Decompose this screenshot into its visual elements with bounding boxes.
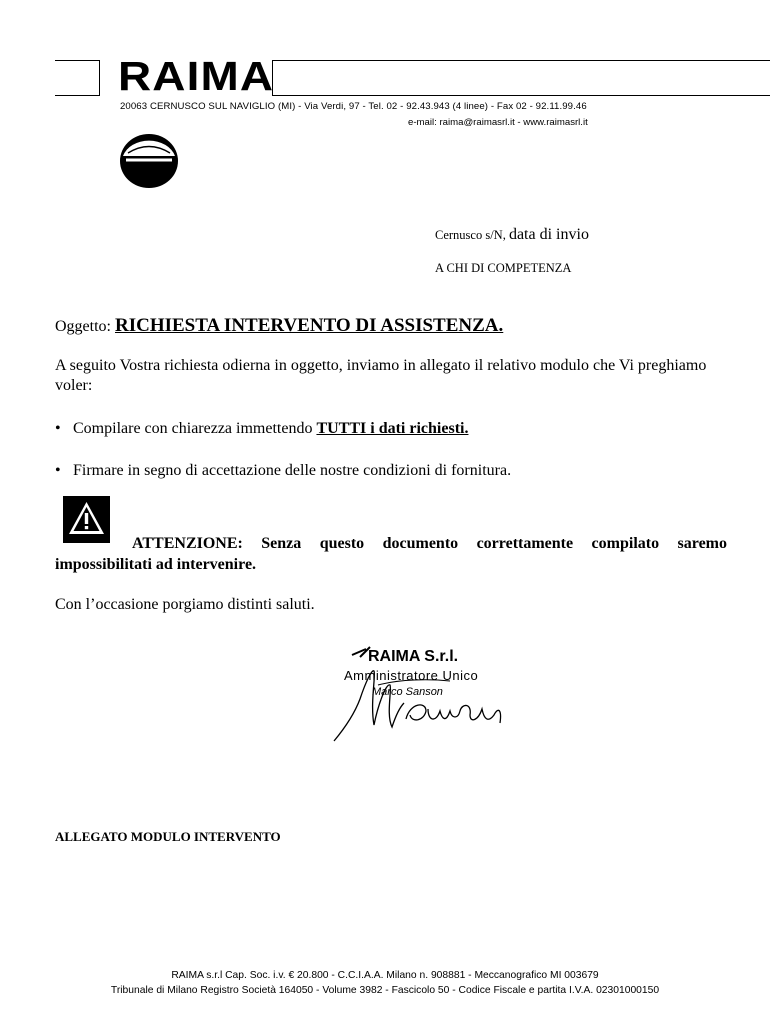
stamp-company: RAIMA S.r.l. — [368, 648, 459, 665]
bullet-emphasis: TUTTI i dati richiesti. — [316, 420, 469, 437]
attachment-label: ALLEGATO MODULO INTERVENTO — [55, 829, 281, 844]
warning-text — [55, 533, 727, 575]
send-date: data di invio — [508, 226, 589, 243]
warning-line-2: impossibilitati ad intervenire. — [55, 556, 257, 573]
company-address: 20063 CERNUSCO SUL NAVIGLIO (MI) - Via Verdi, 97 - Tel. 02 - 92.43.943 (4 linee) - Fax 02 - 92.11.99.46 — [120, 101, 587, 112]
company-email: e-mail: raima@raimasrl.it - www.raimasrl.it — [408, 117, 588, 128]
letterhead-left-rule — [55, 60, 100, 96]
footer-line-2: Tribunale di Milano Registro Società 164050 - Volume 3982 - Fascicolo 50 - Codice Fiscale e partita I.V.A. 02301000150 — [110, 985, 660, 996]
recipient: A CHI DI COMPETENZA — [435, 261, 572, 275]
closing-text: Con l’occasione porgiamo distinti saluti. — [55, 596, 315, 613]
bullet-text: Firmare in segno di accettazione delle nostre condizioni di fornitura. — [73, 462, 512, 479]
bullet-text: Compilare con chiarezza immettendo — [73, 420, 317, 437]
subject-value: RICHIESTA INTERVENTO DI ASSISTENZA. — [115, 315, 504, 336]
place-date — [435, 226, 589, 244]
footer-line-1: RAIMA s.r.l Cap. Soc. i.v. € 20.800 - C.C.I.A.A. Milano n. 908881 - Meccanografico MI 003679 — [171, 970, 599, 981]
place-city: Cernusco s/N, — [435, 228, 506, 242]
subject-label: Oggetto: — [55, 318, 111, 335]
body-paragraph: A seguito Vostra richiesta odierna in oggetto, inviamo in allegato il relativo modulo che Vi preghiamo voler: — [55, 357, 707, 394]
certification-badge-icon — [118, 132, 180, 190]
subject-line — [55, 315, 503, 337]
stamp-name: Marco Sanson — [372, 686, 443, 698]
bullet-item — [55, 420, 468, 438]
bullet-icon: • — [55, 462, 61, 479]
handwritten-signature — [330, 645, 510, 745]
bullet-item — [55, 462, 511, 480]
warning-line-1: ATTENZIONE: Senza questo documento correttamente compilato saremo — [132, 535, 727, 552]
stamp-role: Amministratore Unico — [344, 668, 479, 683]
letterhead-right-rule — [272, 60, 770, 96]
company-logo: RAIMA — [118, 53, 275, 99]
bullet-icon: • — [55, 420, 61, 437]
